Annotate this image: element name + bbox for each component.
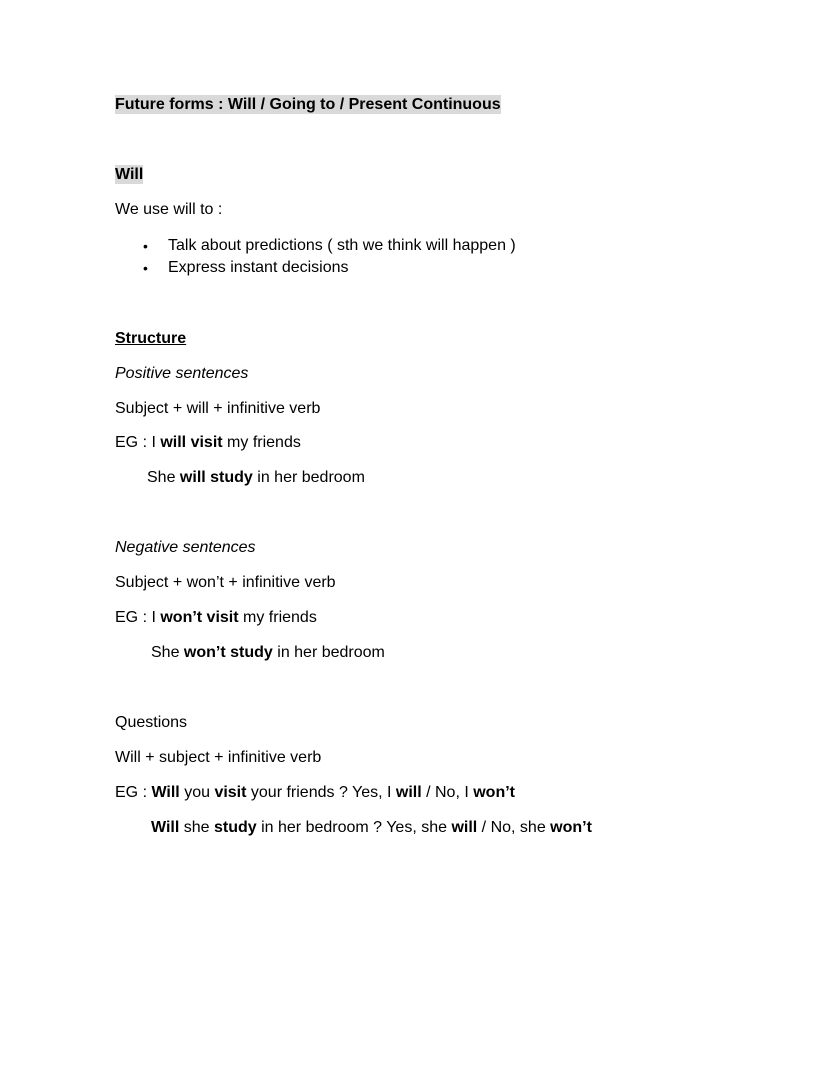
example-text: She <box>147 469 180 486</box>
list-item <box>143 257 516 279</box>
bullet-icon: • <box>143 238 148 254</box>
example-text: EG : I <box>115 434 161 451</box>
negative-example-2 <box>151 643 385 663</box>
example-text: your friends ? Yes, I <box>246 784 396 801</box>
negative-example-1 <box>115 608 317 628</box>
negative-heading: Negative sentences <box>115 539 256 556</box>
structure-heading: Structure <box>115 330 187 347</box>
structure-heading-line <box>115 329 186 349</box>
example-verb: visit <box>214 784 247 801</box>
list-item <box>143 235 516 257</box>
example-text: EG : I <box>115 609 161 626</box>
questions-example-2 <box>151 818 592 838</box>
example-text: you <box>179 784 215 801</box>
example-text: in her bedroom ? Yes, she <box>256 819 452 836</box>
example-verb: won’t study <box>183 644 273 661</box>
example-verb: will visit <box>160 434 223 451</box>
positive-heading: Positive sentences <box>115 365 249 382</box>
example-verb: won’t visit <box>160 609 239 626</box>
example-verb: will <box>451 819 478 836</box>
will-heading: Will <box>115 166 144 183</box>
example-text: / No, I <box>421 784 474 801</box>
example-text: She <box>151 644 184 661</box>
positive-example-1 <box>115 433 301 453</box>
positive-formula: Subject + will + infinitive verb <box>115 400 321 417</box>
example-verb: Will <box>151 784 180 801</box>
negative-formula: Subject + won’t + infinitive verb <box>115 574 336 591</box>
example-verb: will <box>395 784 422 801</box>
questions-formula: Will + subject + infinitive verb <box>115 749 322 766</box>
positive-example-2 <box>147 468 365 488</box>
example-verb: will study <box>179 469 253 486</box>
example-verb: Will <box>151 819 180 836</box>
document-title-line <box>115 95 501 115</box>
example-verb: study <box>213 819 257 836</box>
example-text: she <box>179 819 214 836</box>
bullet-icon: • <box>143 260 148 276</box>
example-text: my friends <box>222 434 301 451</box>
questions-example-1 <box>115 783 515 803</box>
questions-heading: Questions <box>115 714 188 731</box>
uses-list <box>143 235 516 279</box>
example-verb: won’t <box>550 819 592 836</box>
example-text: EG : <box>115 784 152 801</box>
list-item-text: Express instant decisions <box>168 259 349 276</box>
intro-text: We use will to : <box>115 201 223 218</box>
document-title: Future forms : Will / Going to / Present Continuous <box>115 96 501 113</box>
example-text: in her bedroom <box>272 644 385 661</box>
will-heading-line <box>115 165 143 185</box>
list-item-text: Talk about predictions ( sth we think will happen ) <box>168 237 516 254</box>
example-verb: won’t <box>473 784 515 801</box>
example-text: my friends <box>238 609 317 626</box>
example-text: / No, she <box>477 819 551 836</box>
example-text: in her bedroom <box>252 469 365 486</box>
